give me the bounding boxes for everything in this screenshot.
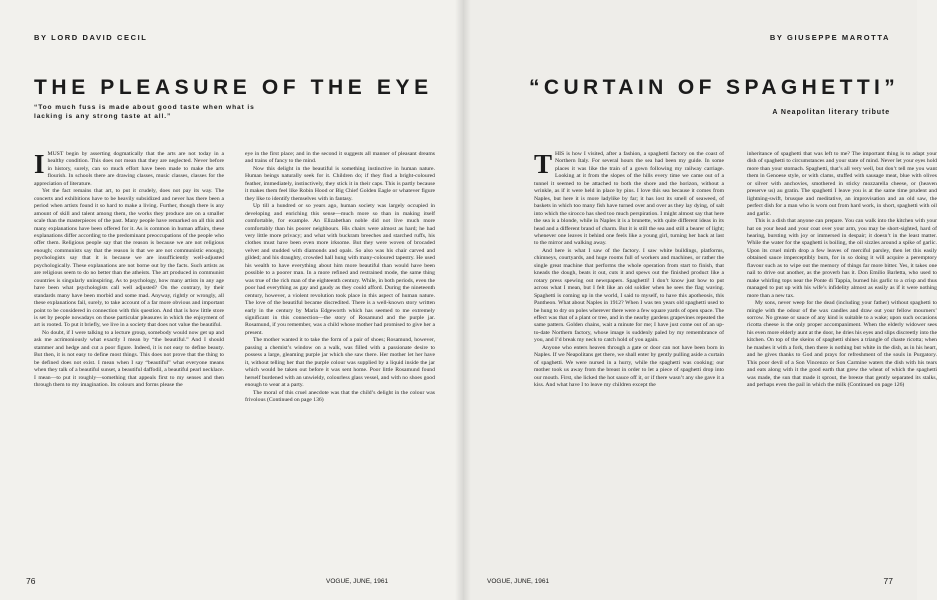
paragraph: No doubt, if I were talking to a lecture group, somebody would now get up and ask me acrimoniously what exactly I mean by “the beautiful.” And I should stammer and hedge and cut a poor figure. Indeed, it is not easy to define beauty. But then, it is not easy to define most things. This does not prove that the thing to be defined does not exist. I mean when I say “beautiful” what everyone means when they talk of a beautiful sunset, a beautiful daffodil, a beautiful pearl necklace. I mean—to put it roughly—something that appeals first to my senses and then through them to my imagination. Its colours and forms please the bbox=[34, 329, 224, 389]
paragraph: Yet the fact remains that art, to put it crudely, does not pay its way. The concerts and exhibitions have to be heavily subsidized and never has there been a period when artists found it so hard to make a living. Further, though there is any amount of skill and talent among them, the works they produce are on a smaller scale than the masterpieces of the past. Many people have remarked on all this and many explanations have been offered for it. As is common in human affairs, these explanations differ according to the predominant preoccupations of the people who offer them. Religious people say that the reason is because we are not religious enough; communists say that the reason is that we are not communistic enough; psychologists say that it is because we are insufficiently well-adjusted psychologically. These explanations are not borne out by the facts. Such artists as are religious seem to do no better than the atheists. The art produced in communist countries is singularly uninspiring. As to psychology, how many artists in any age have been what psychologists call well adjusted? On the contrary, by their standards many have been morbid and some mad. Anyway, rightly or wrongly, all these explanations fail, surely, to take account of a far more obvious and important point to be considered in connection with this question. And that is how little store is set by people nowadays on those particular pleasures in which the enjoyment of art is rooted. To put it briefly, we live in a society that does not value the beautiful. bbox=[34, 188, 224, 329]
left-page bbox=[0, 0, 463, 600]
left-byline: BY LORD DAVID CECIL bbox=[34, 33, 148, 42]
left-folio: VOGUE, JUNE, 1961 bbox=[326, 578, 389, 585]
paragraph: The moral of this cruel anecdote was that the child’s delight in the colour was frivolous (Continued on page 136) bbox=[245, 389, 435, 403]
drop-cap: T bbox=[534, 149, 553, 179]
drop-cap: I bbox=[34, 149, 45, 179]
left-column-1 bbox=[34, 151, 224, 569]
paragraph: IMUST begin by asserting dogmatically that the arts are not today in a healthy condition. This does not mean that they are neglected. Never before in history, surely, can so much effort have been made to make the arts flourish. In schools there are drawing classes, music classes, classes for the appreciation of literature. bbox=[34, 149, 224, 187]
paragraph: My sons, never weep for the dead (including your father) without spaghetti to mingle with the odour of the wax candles and draw out your fellow mourners’ sorrow. No grease or sauce of any kind is suitable to a wake; upon such occasions ricotta cheese is the only proper accompaniment. When the elderly widower sees his even more elderly aunt at the door, he dries his eyes and slips discreetly into the kitchen. On top of the skeins of spaghetti shines a triangle of chaste ricotta; when he mashes it with a fork, then there is nothing but white in the dish, as in his heart, and he gives thanks to God and prays for refreshment of the souls in Purgatory. This poor devil of a Son Vincenzo or Son Carmine waters the dish with his tears and eats along with it the good earth that grew the wheat of which the spaghetti was made, the sun that made it sprout, the breeze that gently separated its stalks, and perhaps even the pail in which the milk (Continued on page 126) bbox=[747, 300, 937, 389]
right-page-number: 77 bbox=[883, 576, 893, 586]
paragraph: THIS is how I visited, after a fashion, a spaghetti factory on the coast of Northern Italy. For several hours the sea had been my guide. In some places it was like the train of a gown following my railway carriage. Looking at it from the slopes of the hills every time we came out of a tunnel it seemed to be attached to both the shore and the horizon, without a wrinkle, as if it were held in place by pins. I love this sea because it comes from Naples, but here it is more ladylike by far; it has lost its smell of seaweed, of baskets in which too many fish have turned over and over as they lay dying, of salt into which the sirocco has shed too much perspiration. I might almost say that here the sea is a blonde, while in Naples it is a brunette, with quite different ideas in its head and a different brand of charm. But it is still the sea and still a bearer of light; whenever one leaves it behind one feels like a young girl, turning her back at last to the mirror and walking away. bbox=[534, 149, 724, 247]
paragraph: eye in the first place; and in the second it suggests all manner of pleasant dreams and trains of fancy to the mind. bbox=[245, 151, 435, 165]
paragraph: This is a dish that anyone can prepare. You can walk into the kitchen with your hat on your head and your coat over your arm, you may be short-sighted, hard of hearing, bursting with joy or immersed in despair; it doesn’t in the least matter. While the water for the spaghetti is boiling, the oil sizzles around a spike of garlic. Upon its cruel mirth drop a few leaves of merciful parsley, then let this easily obtained sauce imperceptibly burn, for in so doing it will acquire a peremptory flavour such as to wipe out the memory of things far more bitter. Yes, it takes one nail to drive out another, as the proverb has it. Don Emilio Barletta, who used to make whirling tops near the Ponte di Tappia, burned his garlic to a crisp and thus managed to put up with his wife’s infidelity almost as easily as if it were nothing more than a new tax. bbox=[747, 218, 937, 299]
left-page-number: 76 bbox=[26, 576, 36, 586]
paragraph: inheritance of spaghetti that was left to me? The important thing is to adapt your dish of spaghetti to circumstances and your state of mind. Never let your eyes hold more than your stomach. Spaghetti, that’s all very well, but don’t tell me you want them in Genoese style, or with clams, stuffed with sausage meat, blue with olives or silver with anchovies, smothered in sticky mozzarella cheese, or (heaven preserve us) au gratin. The spaghetti I leave you is at the same time prudent and lightning-swift, brusque and meditative, an improvisation and an old saw, the perfect dish for a man who is worn out from hard work, in short, spaghetti with oil and garlic. bbox=[747, 151, 937, 217]
right-column-2 bbox=[747, 151, 937, 569]
right-headline: “CURTAIN OF SPAGHETTI” bbox=[529, 76, 900, 99]
paragraph: Up till a hundred or so years ago, human society was largely occupied in developing and enriching this sense—much more so than in making itself comfortable, for example. An Elizabethan noble did not live much more comfortably than his poorer neighbours. His chairs were almost as hard; he had very little more privacy; and what with buckram breeches and starched ruffs, his clothes must have been even more irksome. But they were woven of brocaded velvet and studded with diamonds and opals. So also was his chair carved and gilded; and his draughty, crowded hall hung with many-coloured tapestry. He used his wealth to have everything about him more beautiful than would have been possible to a poorer man. In a more refined and restrained mode, the same thing was true of the rich man of the eighteenth century. While, in both periods, even the poor had everything as gay and gaudy as they could afford. During the nineteenth century, however, a violent revolution took place in this aspect of human nature. The love of the beautiful became discredited. There is a well-known story written early in the century by Maria Edgeworth which has seemed to me extremely significant in this connection—the story of Rosamund and the purple jar. Rosamund, if you remember, was a child whose mother had promised to give her a present. bbox=[245, 203, 435, 336]
right-page bbox=[463, 0, 937, 600]
paragraph: And here is what I saw of the factory. I saw white buildings, platforms, chimneys, courtyards, and huge rooms full of workers and machines, or rather the single great machine that performs the whole operation from start to finish, that kneads the dough, beats it out, cuts it and spews out the finished product like a rotary press spewing out newspapers. Spaghetti! I don’t know just how to put across what I mean, but I felt like an old soldier when he sees the flag waving. Spaghetti is coming up in the world, I said to myself, to have this apotheosis, this Pantheon. What about Naples in 1912? When I was ten years old spaghetti used to be hung to dry on poles wherever there were a few square yards of open space. The effect was that of a plant or tree, and in the nearby gardens grapevines repeated the same pattern. Golden chains, wait a minute for me; I have just come out of an up-to-date Northern factory, whose image is suddenly paled by my remembrance of you, and I’d break my neck to catch hold of you again. bbox=[534, 247, 724, 344]
left-column-2 bbox=[245, 151, 435, 569]
left-deck: “Too much fuss is made about good taste when what is lacking is any strong taste at all.” bbox=[34, 104, 255, 120]
paragraph: Now this delight in the beautiful is something instinctive in human nature. Human beings naturally seek for it. Children do; if they find a bright-coloured feather, immediately, instinctively, they stick it in their caps. This is partly because it makes them feel like Robin Hood or Big Chief Golden Eagle or whatever figure they like to identify themselves with in fantasy. bbox=[245, 165, 435, 202]
left-headline: THE PLEASURE OF THE EYE bbox=[34, 76, 433, 99]
right-column-1 bbox=[534, 151, 724, 569]
right-tribute-line: A Neapolitan literary tribute bbox=[772, 109, 890, 116]
right-folio: VOGUE, JUNE, 1961 bbox=[487, 578, 550, 585]
paragraph: Anyone who enters heaven through a gate or door can not have been born in Naples. If we Neapolitans get there, we shall enter by gently pulling aside a curtain of spaghetti. We were nursed in a hurry, while the spaghetti was cooking; our mother took us away from the breast in order to let a piece of spaghetti drop into our mouth. First, she licked the hot sauce off it, or if there wasn’t any she gave it a kiss. And what have I to leave my children except the bbox=[534, 344, 724, 389]
spine-gutter bbox=[455, 0, 471, 600]
right-byline: BY GIUSEPPE MAROTTA bbox=[769, 33, 890, 42]
paragraph: The mother wanted it to take the form of a pair of shoes; Rosamund, however, passing a chemist’s window on a walk, was filled with a passionate desire to possess a large, gleaming purple jar which she saw there. Her mother let her have it, without telling her that the purple colour was supplied by a liquid inside the jar which would be taken out before it was sent home. Poor little Rosamund found herself burdened with an unwieldy, colourless glass vessel, and with no shoes good enough to wear at a party. bbox=[245, 337, 435, 389]
